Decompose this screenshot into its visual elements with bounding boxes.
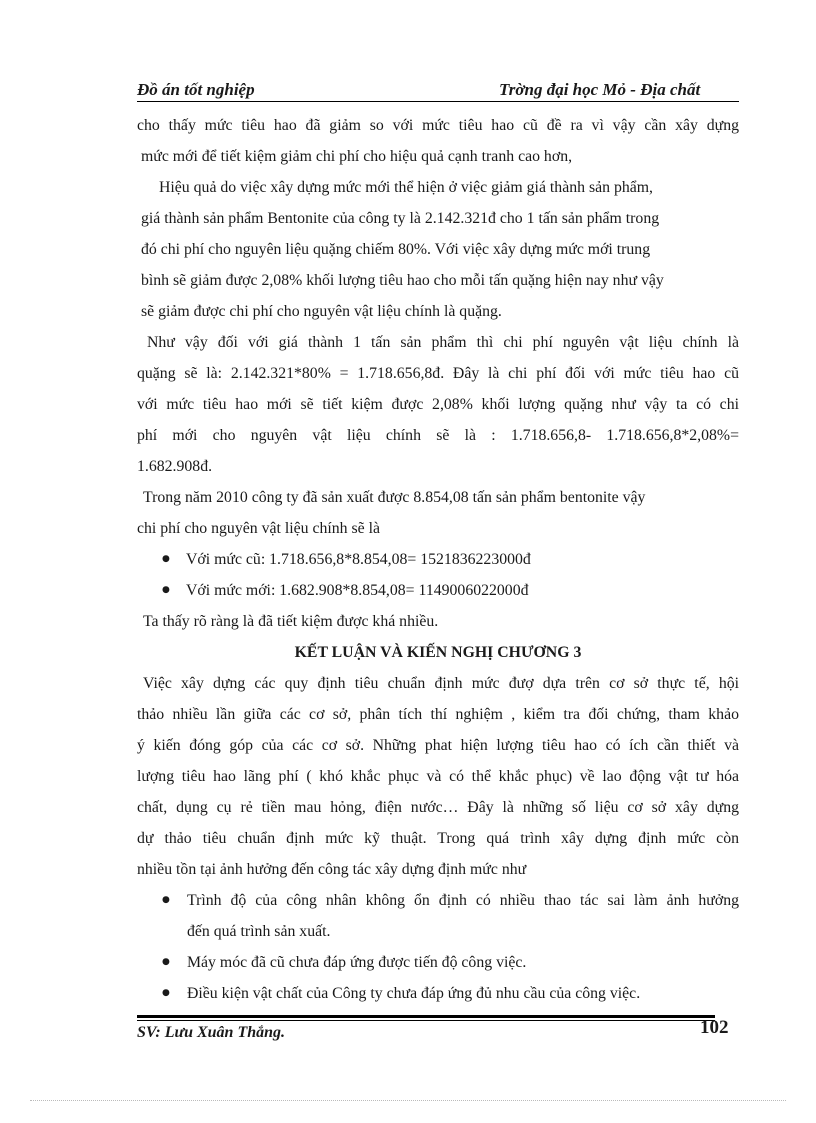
text-line: Như vậy đối với giá thành 1 tấn sản phẩm thì chi phí nguyên vật liệu chính là: [147, 334, 739, 351]
list-item-line: ● Điều kiện vật chất của Công ty chưa đáp ứng đủ nhu cầu của công việc.: [187, 985, 641, 1002]
page-number: 102: [700, 1017, 729, 1038]
text-line: Ta thấy rõ ràng là đã tiết kiệm được khá nhiều.: [143, 613, 439, 630]
bullet-list: [137, 544, 739, 606]
text-line: nhiều tồn tại ảnh hưởng đến công tác xây dựng định mức như: [137, 861, 527, 878]
body-text: [137, 110, 739, 1009]
list-item: [162, 885, 739, 947]
text-line: chất, dụng cụ rẻ tiền mau hỏng, điện nước… Đây là những số liệu cơ sở xây dựng: [137, 799, 739, 816]
footer-rule-thick: [137, 1015, 715, 1018]
header-title: Đồ án tốt nghiệp: [137, 80, 255, 99]
text-line: đó chi phí cho nguyên liệu quặng chiếm 80%. Với việc xây dựng mức mới trung: [141, 241, 651, 258]
text-line: dự thảo tiêu chuẩn định mức kỹ thuật. Trong quá trình xây dựng định mức còn: [137, 830, 739, 847]
text-line: Hiệu quả do việc xây dựng mức mới thể hiện ở việc giảm giá thành sản phẩm,: [159, 179, 654, 196]
text-line: cho thấy mức tiêu hao đã giảm so với mức tiêu hao cũ đề ra vì vậy cần xây dựng: [137, 117, 739, 134]
text-line: mức mới để tiết kiệm giảm chi phí cho hiệu quả cạnh tranh cao hơn,: [141, 148, 573, 165]
text-line: phí mới cho nguyên vật liệu chính sẽ là : 1.718.656,8- 1.718.656,8*2,08%=: [137, 427, 739, 444]
header-rule: [137, 101, 739, 102]
list-item-line: ● Trình độ của công nhân không ổn định có nhiều thao tác sai làm ảnh hưởng: [187, 892, 739, 909]
list-item: [162, 947, 739, 978]
header-university: Trờng đại học Mỏ - Địa chất: [499, 80, 701, 99]
text-line: với mức tiêu hao mới sẽ tiết kiệm được 2,08% khối lượng quặng như vậy ta có chi: [137, 396, 739, 413]
text-line: 1.682.908đ.: [137, 458, 213, 475]
text-line: bình sẽ giảm được 2,08% khối lượng tiêu hao cho mỗi tấn quặng hiện nay như vậy: [141, 272, 664, 289]
text-line: thảo nhiều lần giữa các cơ sở, phân tích thí nghiệm , kiểm tra đối chứng, tham khảo: [137, 706, 739, 723]
page-edge-divider: [30, 1100, 786, 1101]
footer-rule-thin: [137, 1020, 715, 1021]
footer-author: SV: Lưu Xuân Thắng.: [137, 1024, 286, 1041]
text-line: Việc xây dựng các quy định tiêu chuẩn định mức đượ dựa trên cơ sở thực tế, hội: [143, 675, 739, 692]
text-line: ý kiến đóng góp của các cơ sở. Những phat hiện lượng tiêu hao có ích cần thiết và: [137, 737, 739, 754]
list-item: [162, 978, 739, 1009]
text-line: sẽ giảm được chi phí cho nguyên vật liệu chính là quặng.: [141, 303, 502, 320]
text-line: lượng tiêu hao lãng phí ( khó khắc phục và có thể khắc phục) về lao động vật tư hóa: [137, 768, 739, 785]
text-line: quặng sẽ là: 2.142.321*80% = 1.718.656,8đ. Đây là chi phí đối với mức tiêu hao cũ: [137, 365, 739, 382]
bullet-list: [137, 885, 739, 1009]
list-item: ● Với mức mới: 1.682.908*8.854,08= 1149006022000đ: [162, 575, 739, 606]
text-line: giá thành sản phẩm Bentonite của công ty là 2.142.321đ cho 1 tấn sản phẩm trong: [141, 210, 660, 227]
text-line: Trong năm 2010 công ty đã sản xuất được 8.854,08 tấn sản phẩm bentonite vậy: [143, 489, 646, 506]
list-item: ● Với mức cũ: 1.718.656,8*8.854,08= 1521836223000đ: [162, 544, 739, 575]
text-line: chi phí cho nguyên vật liệu chính sẽ là: [137, 520, 381, 537]
list-item-line: ● Máy móc đã cũ chưa đáp ứng được tiến độ công việc.: [187, 954, 527, 971]
section-heading: KẾT LUẬN VÀ KIẾN NGHỊ CHƯƠNG 3: [294, 644, 582, 661]
list-item-line: đến quá trình sản xuất.: [187, 923, 331, 940]
